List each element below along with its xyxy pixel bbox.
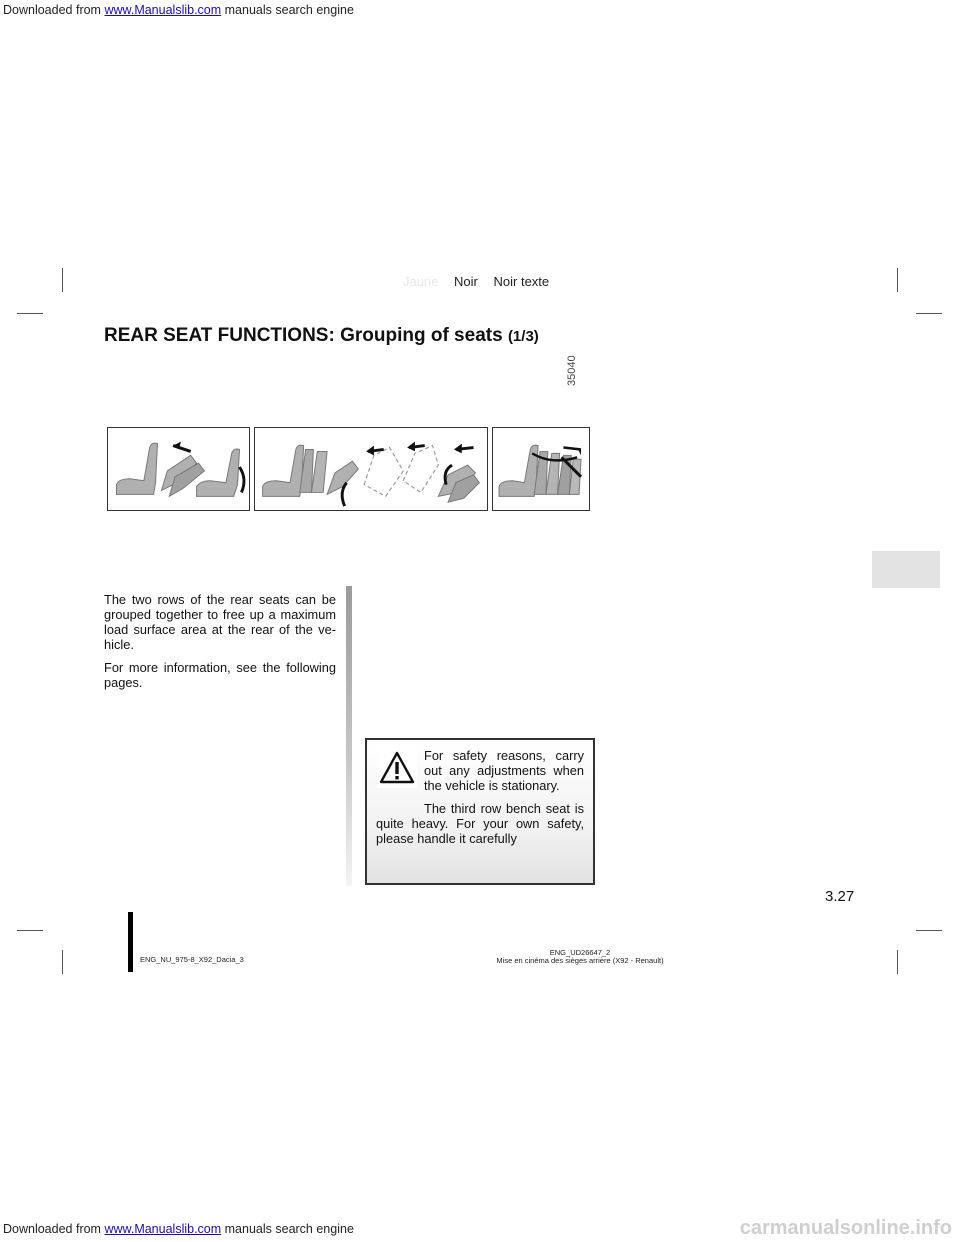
chapter-tab [872, 551, 940, 588]
color-tag-noir: Noir [454, 274, 478, 289]
illustration-panel-3 [492, 427, 590, 511]
crop-mark [897, 950, 898, 974]
warning-paragraph-1: For safety reasons, carry out any adjustments when the vehicle is stationary. [424, 748, 584, 793]
color-tag-jaune: Jaune [403, 274, 439, 289]
page-title [104, 325, 539, 347]
crop-mark [62, 268, 63, 292]
crop-mark [916, 313, 942, 314]
warning-box [365, 738, 595, 885]
banner-suffix: manuals search engine [221, 3, 354, 17]
warning-triangle-icon [377, 748, 417, 788]
illustration-panel-2 [254, 427, 488, 511]
download-banner [3, 3, 354, 17]
footer-document-code: ENG_NU_975-8_X92_Dacia_3 [140, 955, 244, 964]
column-divider [346, 586, 352, 886]
banner-prefix: Downloaded from [3, 1222, 105, 1236]
footer-bar [128, 912, 133, 972]
print-color-tags [403, 274, 561, 289]
crop-mark [17, 930, 43, 931]
watermark: carmanualsonline.info [739, 1217, 952, 1239]
manualslib-link[interactable]: www.Manualslib.com [104, 1222, 222, 1236]
download-banner-bottom [3, 1222, 354, 1236]
seat-fold-step-2-icon [255, 428, 487, 510]
seat-fold-step-1-icon [108, 428, 249, 510]
footer-reference-code: ENG_UD26647_2 [549, 948, 611, 957]
title-main: REAR SEAT FUNCTIONS: Grouping of seats [104, 325, 508, 346]
intro-paragraph-2: For more information, see the following pages. [104, 660, 336, 690]
seat-fold-step-3-icon [493, 428, 589, 510]
footer-reference [480, 949, 680, 965]
crop-mark [17, 313, 43, 314]
illustration-panel-1 [107, 427, 250, 511]
crop-mark [897, 268, 898, 292]
warning-paragraph-2: The third row bench seat is quite heavy. For your own safety, please handle it carefully [376, 801, 584, 846]
banner-suffix: manuals search engine [221, 1222, 354, 1236]
figure-number: 35040 [566, 355, 578, 386]
crop-mark [62, 950, 63, 974]
manualslib-link[interactable]: www.Manualslib.com [104, 3, 222, 17]
banner-prefix: Downloaded from [3, 3, 105, 17]
page-number: 3.27 [825, 888, 855, 905]
title-part: (1/3) [507, 328, 539, 345]
intro-text [104, 592, 336, 698]
intro-paragraph-1: The two rows of the rear seats can be grouped together to free up a maximum load surface area at the rear of the ve-hicle. [104, 592, 336, 652]
color-tag-noir-texte: Noir texte [493, 274, 550, 289]
footer-reference-title: Mise en cinéma des sièges arrière (X92 - Renault) [496, 956, 664, 965]
crop-mark [916, 930, 942, 931]
